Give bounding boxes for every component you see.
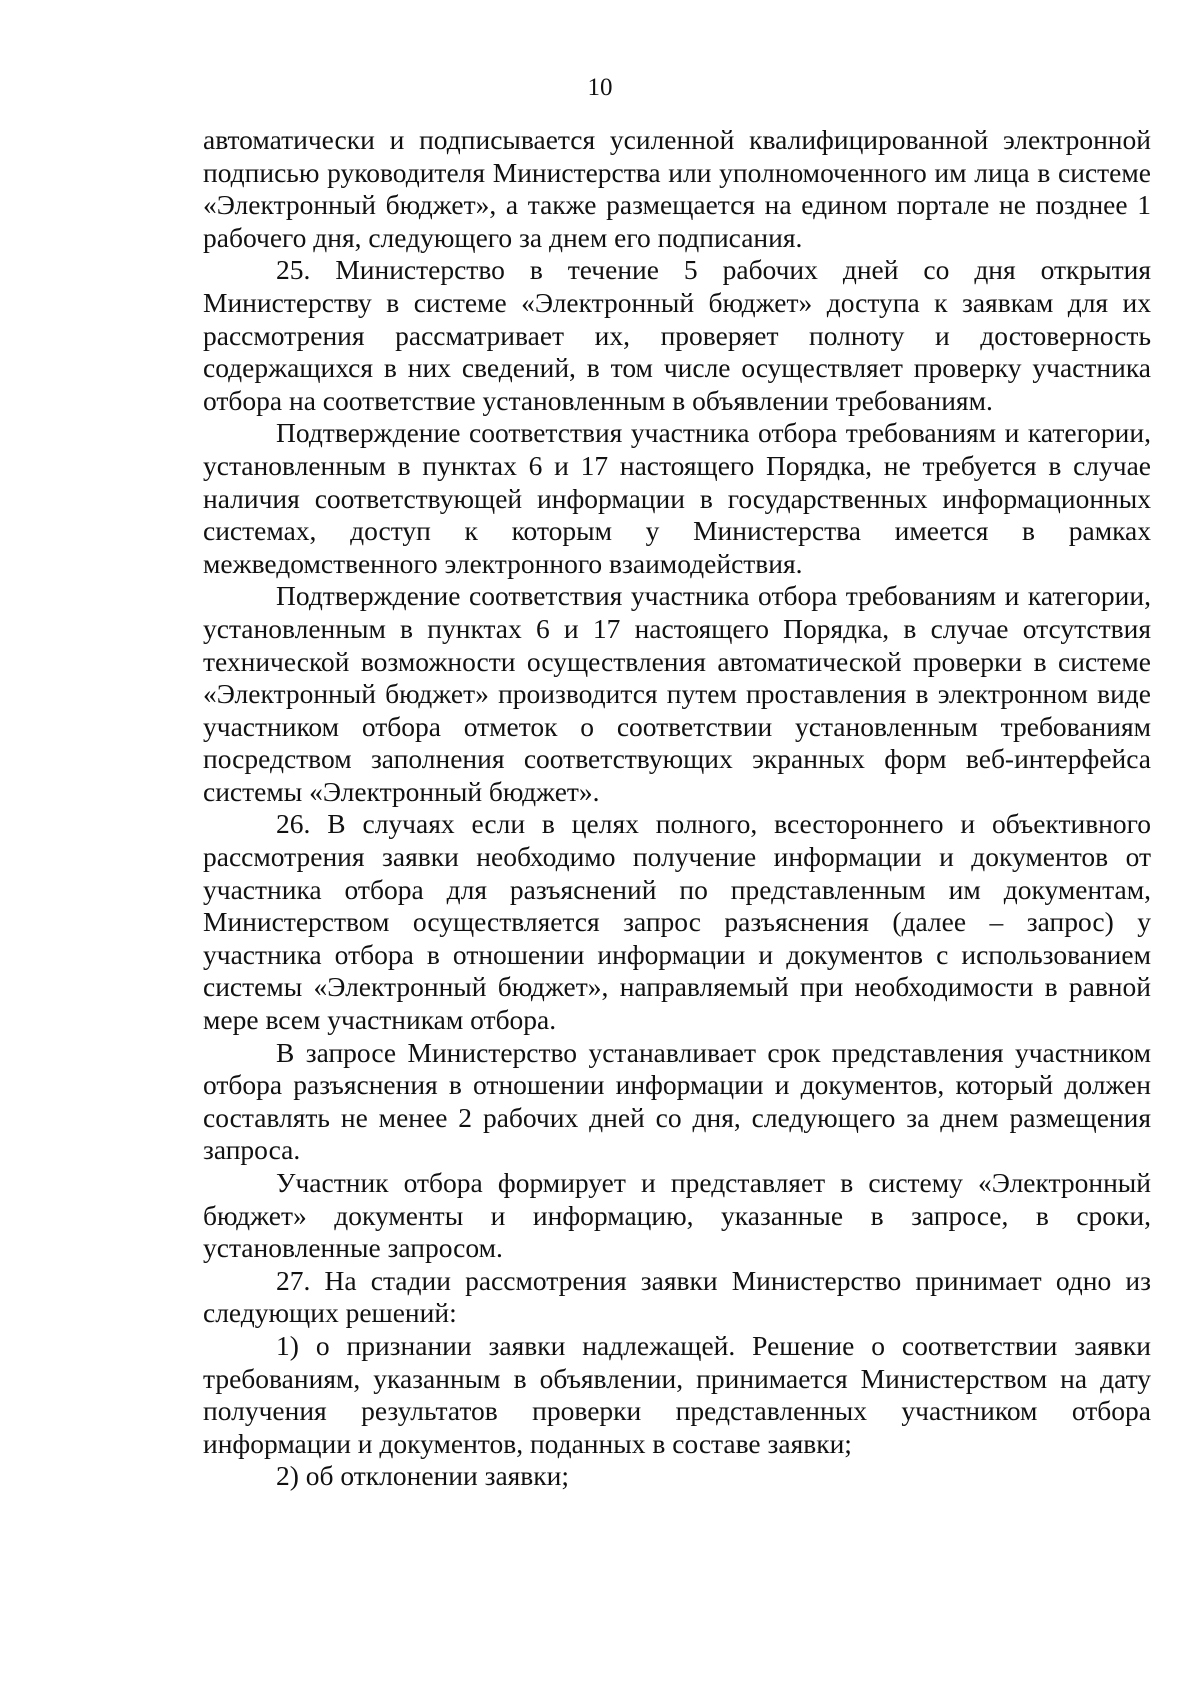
paragraph-item-26: 26. В случаях если в целях полного, всестороннего и объективного рассмотрения заявки необходимо получение информации и документов от участника отбора для разъяснений по представленным им документам, Министерством осуществляется запрос разъяснения (далее – запрос) у участника отбора в отношении информации и документов с использованием системы «Электронный бюджет», направляемый при необходимости в равной мере всем участникам отбора. [203,808,1151,1036]
paragraph-subitem-1: 1) о признании заявки надлежащей. Решение о соответствии заявки требованиям, указанным в объявлении, принимается Министерством на дату получения результатов проверки представленных участником отбора информации и документов, поданных в составе заявки; [203,1329,1151,1459]
page-number: 10 [587,74,613,101]
paragraph-participant-response: Участник отбора формирует и представляет в систему «Электронный бюджет» документы и информацию, указанные в запросе, в сроки, установленные запросом. [203,1167,1151,1264]
paragraph-subitem-2: 2) об отклонении заявки; [276,1460,570,1492]
paragraph-confirmation-not-required: Подтверждение соответствия участника отбора требованиям и категории, установленным в пунктах 6 и 17 настоящего Порядка, не требуется в случае наличия соответствующей информации в государственных информационных системах, доступ к которым у Министерства имеется в рамках межведомственного электронного взаимодействия. [203,417,1151,579]
paragraph-item-27: 27. На стадии рассмотрения заявки Министерство принимает одно из следующих решений: [203,1264,1151,1329]
paragraph-item-25: 25. Министерство в течение 5 рабочих дней со дня открытия Министерству в системе «Электронный бюджет» доступа к заявкам для их рассмотрения рассматривает их, проверяет полноту и достоверность содержащихся в них сведений, в том числе осуществляет проверку участника отбора на соответствие установленным в объявлении требованиям. [203,254,1151,416]
paragraph-request-deadline: В запросе Министерство устанавливает срок представления участником отбора разъяснения в отношении информации и документов, который должен составлять не менее 2 рабочих дней со дня, следующего за днем размещения запроса. [203,1036,1151,1166]
paragraph-confirmation-manual: Подтверждение соответствия участника отбора требованиям и категории, установленным в пунктах 6 и 17 настоящего Порядка, в случае отсутствия технической возможности осуществления автоматической проверки в системе «Электронный бюджет» производится путем проставления в электронном виде участником отбора отметок о соответствии установленным требованиям посредством заполнения соответствующих экранных форм веб-интерфейса системы «Электронный бюджет». [203,580,1151,807]
document-body [203,124,1151,1493]
paragraph-continuation: автоматически и подписывается усиленной квалифицированной электронной подписью руководителя Министерства или уполномоченного им лица в системе «Электронный бюджет», а также размещается на едином портале не позднее 1 рабочего дня, следующего за днем его подписания. [203,124,1151,253]
